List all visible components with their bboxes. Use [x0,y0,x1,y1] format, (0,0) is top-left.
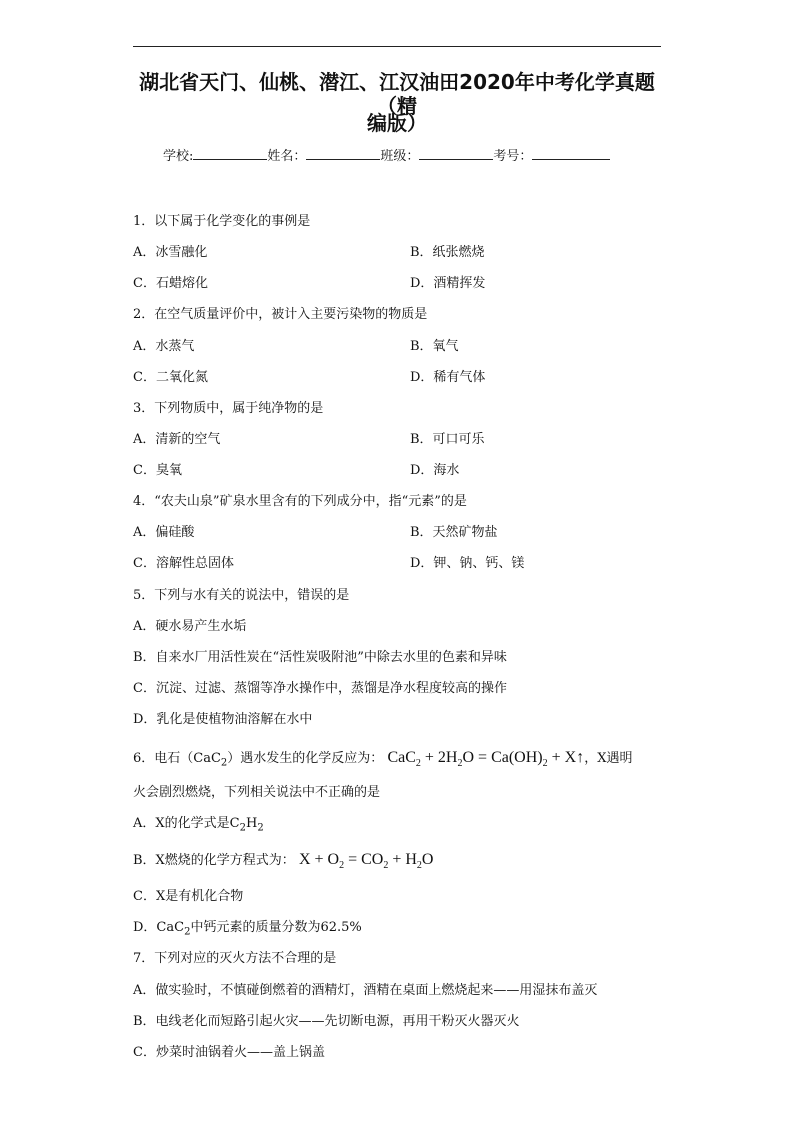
q2-option-a: A．水蒸气 [133,339,195,354]
q6-option-b [133,851,434,872]
q5-stem: 5．下列与水有关的说法中，错误的是 [133,588,350,603]
exam-no-blank [532,146,610,160]
page-title-line1: 湖北省天门、仙桃、潜江、江汉油田2020年中考化学真题（精 [139,70,655,118]
q4-option-c: C．溶解性总固体 [133,556,234,571]
q4-stem: 4．“农夫山泉”矿泉水里含有的下列成分中，指“元素”的是 [133,494,467,509]
q3-option-c: C．臭氧 [133,463,182,478]
q5-option-b: B．自来水厂用活性炭在“活性炭吸附池”中除去水里的色素和异味 [133,650,507,665]
q6-stem-post: ，X遇明 [584,751,633,766]
q7-option-b: B．电线老化而短路引起火灾——先切断电源，再用干粉灭火器灭火 [133,1014,520,1029]
q6-d-pre: D．CaC [133,920,185,935]
q6-stem-sub: 2 [220,757,228,769]
q2-option-d: D．稀有气体 [410,370,486,385]
class-label: 班级： [380,149,420,164]
q6-a-sub1: 2 [239,822,246,834]
q6-d-post: 中钙元素的质量分数为62.5% [190,920,362,935]
q6-stem-mid: ）遇水发生的化学反应为： [227,751,384,766]
q6-stem-line2: 火会剧烈燃烧，下列相关说法中不正确的是 [133,785,381,800]
q1-option-c: C．石蜡熔化 [133,276,208,291]
q3-stem: 3．下列物质中，属于纯净物的是 [133,401,324,416]
q6-option-a [133,816,264,832]
q6-b-pre: B．X燃烧的化学方程式为： [133,853,295,868]
class-blank [419,146,493,160]
q6-a-sub2: 2 [257,822,264,834]
top-rule [133,46,661,47]
exam-no-label: 考号： [493,149,533,164]
name-blank [306,146,380,160]
school-label: 学校: [163,149,194,164]
q4-option-a: A．偏硅酸 [133,525,195,540]
q1-stem: 1．以下属于化学变化的事例是 [133,214,311,229]
q3-option-a: A．清新的空气 [133,432,221,447]
page-title-line2: 编版） [367,111,427,135]
q6-a-pre: A．X的化学式是C [133,816,240,831]
q6-d-sub: 2 [184,926,191,938]
q2-stem: 2．在空气质量评价中，被计入主要污染物的物质是 [133,307,428,322]
q1-option-b: B．纸张燃烧 [410,245,485,260]
q5-option-a: A．硬水易产生水垢 [133,619,247,634]
q5-option-c: C．沉淀、过滤、蒸馏等净水操作中，蒸馏是净水程度较高的操作 [133,681,507,696]
q6-combustion-equation: $X + O_2 = CO_2 + H_2O$ [298,851,434,872]
school-blank [193,146,267,160]
q6-option-c: C．X是有机化合物 [133,889,244,904]
q4-option-d: D．钾、钠、钙、镁 [410,556,525,571]
q5-option-d: D．乳化是使植物油溶解在水中 [133,712,313,727]
q6-option-d [133,920,362,936]
q6-stem [133,749,633,770]
q7-stem: 7．下列对应的灭火方法不合理的是 [133,951,337,966]
q1-option-d: D．酒精挥发 [410,276,486,291]
name-label: 姓名： [267,149,307,164]
q1-option-a: A．冰雪融化 [133,245,208,260]
q4-option-b: B．天然矿物盐 [410,525,498,540]
q2-option-b: B．氧气 [410,339,459,354]
q3-option-d: D．海水 [410,463,460,478]
q6-reaction-equation: $CaC_2 + 2H_2O = Ca(OH)_2$ + X↑ [387,749,585,770]
q3-option-b: B．可口可乐 [410,432,485,447]
q6-stem-pre: 6．电石（CaC [133,751,221,766]
student-info-row [163,146,610,165]
q7-option-a: A．做实验时，不慎碰倒燃着的酒精灯，酒精在桌面上燃烧起来——用湿抹布盖灭 [133,983,598,998]
q7-option-c: C．炒菜时油锅着火——盖上锅盖 [133,1045,325,1060]
q2-option-c: C．二氧化氮 [133,370,208,385]
q6-a-mid: H [245,816,258,831]
